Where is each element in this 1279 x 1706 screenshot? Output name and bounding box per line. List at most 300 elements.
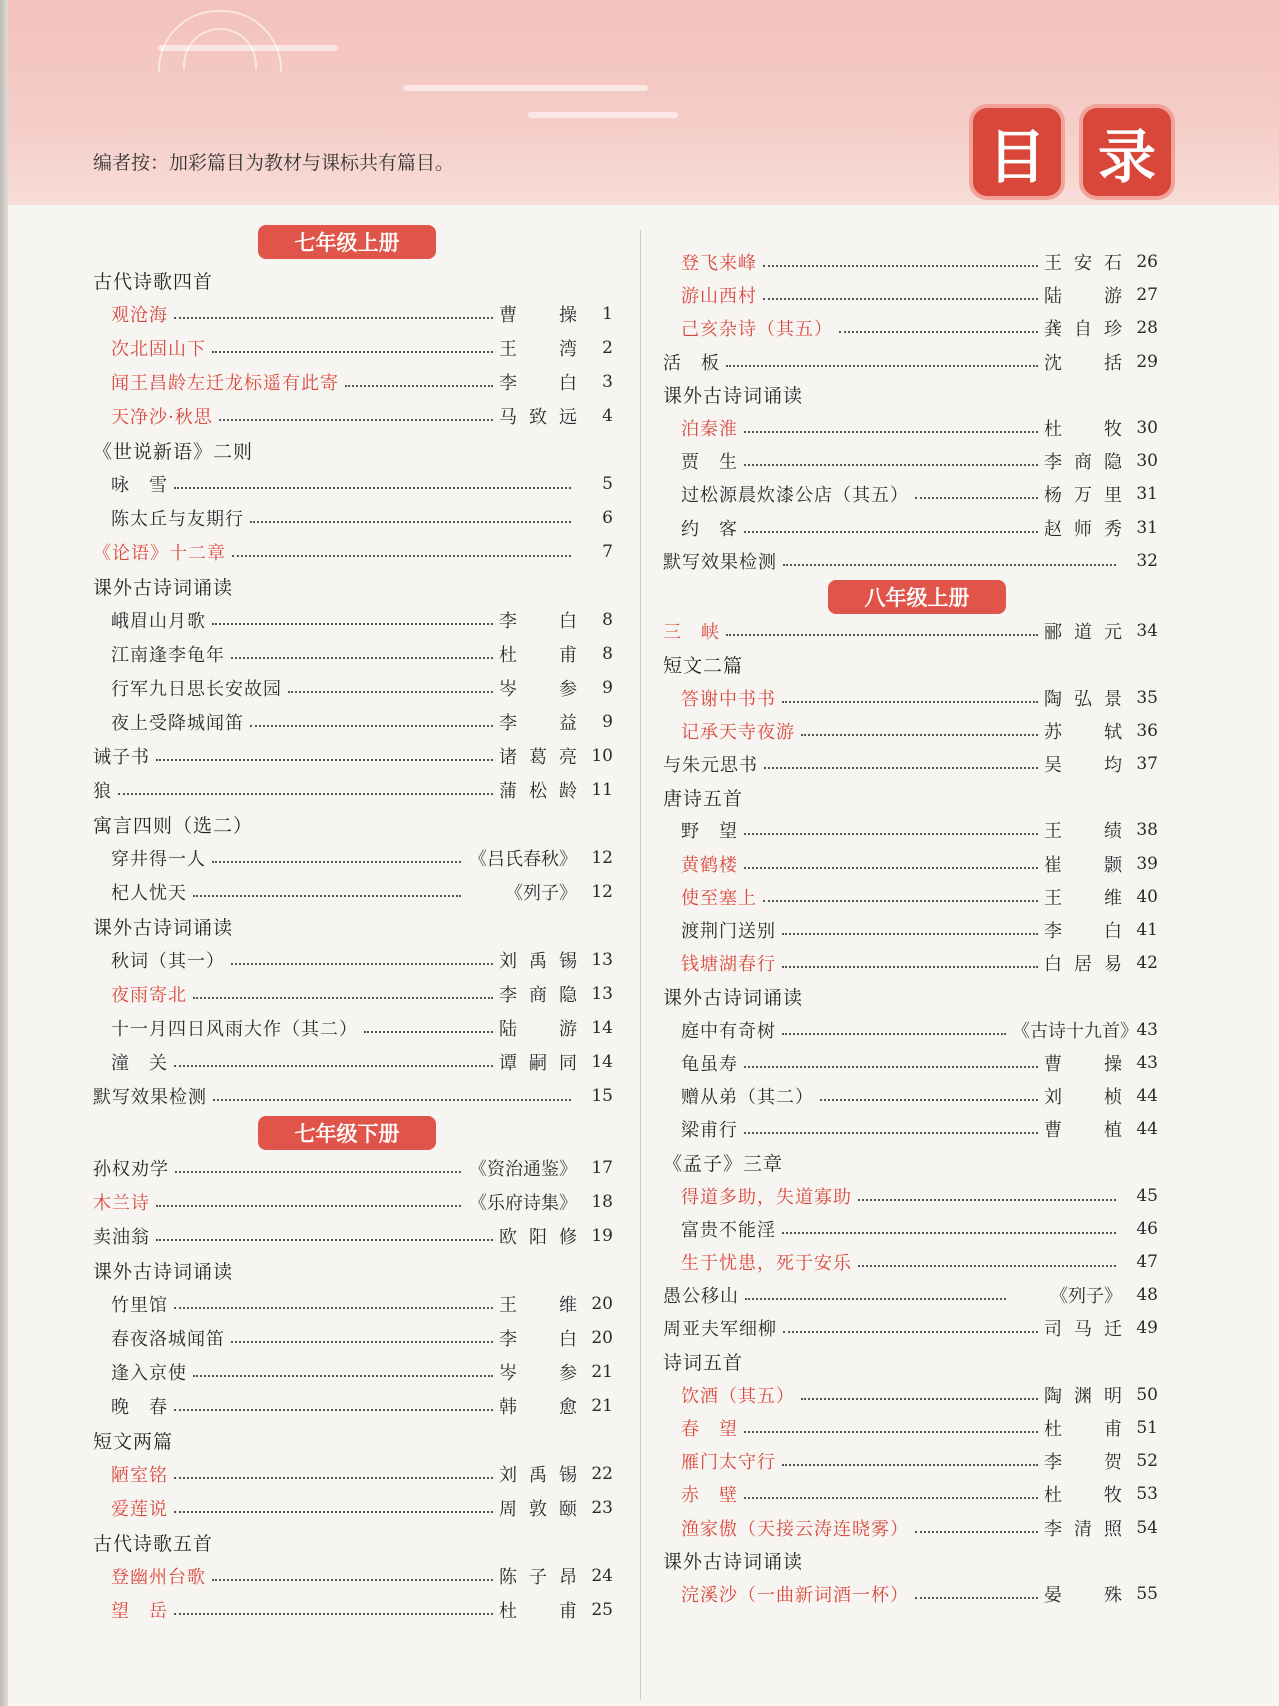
entry-page-number: 44 <box>1136 1119 1158 1140</box>
leader-dots <box>174 317 493 319</box>
leader-dots <box>212 861 461 863</box>
toc-entry[interactable] <box>663 715 1158 747</box>
toc-entry[interactable] <box>663 1512 1158 1544</box>
leader-dots <box>193 1375 493 1377</box>
entry-title: 渔家傲（天接云涛连晓雾） <box>681 1518 909 1540</box>
entry-title: 潼 关 <box>111 1053 168 1074</box>
toc-entry[interactable] <box>93 1356 613 1388</box>
entry-author: 司马迁 <box>1044 1319 1122 1341</box>
entry-page-number: 9 <box>602 712 613 732</box>
toc-entry[interactable] <box>663 615 1158 647</box>
entry-author: 诸葛亮 <box>499 747 577 768</box>
entry-page-number: 17 <box>591 1158 613 1178</box>
toc-entry[interactable] <box>93 1152 613 1184</box>
entry-title: 渡荆门送别 <box>681 921 776 942</box>
entry-author: 吴 均 <box>1044 755 1122 776</box>
toc-entry[interactable] <box>93 1046 613 1078</box>
entry-page-number: 9 <box>602 678 613 698</box>
entry-page-number: 11 <box>591 780 613 800</box>
toc-entry[interactable] <box>93 502 613 534</box>
leader-dots <box>820 1099 1038 1101</box>
entry-author: 晏 殊 <box>1044 1585 1122 1606</box>
entry-page-number: 3 <box>602 372 613 392</box>
entry-author: 韩 愈 <box>499 1397 577 1418</box>
entry-author: 李商隐 <box>1044 452 1122 474</box>
leader-dots <box>726 634 1038 636</box>
entry-author: 岑 参 <box>499 1363 577 1384</box>
leader-dots <box>915 497 1038 499</box>
entry-page-number: 22 <box>591 1464 613 1484</box>
leader-dots <box>118 793 493 795</box>
entry-title: 卖油翁 <box>93 1227 150 1248</box>
entry-author: 龚自珍 <box>1044 319 1122 341</box>
entry-title: 爱莲说 <box>111 1499 168 1520</box>
entry-title: 闻王昌龄左迁龙标遥有此寄 <box>111 373 339 394</box>
entry-page-number: 48 <box>1136 1285 1158 1306</box>
toc-section-heading[interactable] <box>93 808 613 840</box>
entry-title: 诫子书 <box>93 747 150 768</box>
entry-author: 沈 括 <box>1044 352 1122 374</box>
toc-entry[interactable] <box>93 842 613 874</box>
entry-author: 王安石 <box>1044 253 1122 274</box>
entry-page-number: 10 <box>591 746 613 766</box>
leader-dots <box>174 1307 493 1309</box>
entry-page-number: 30 <box>1136 451 1158 472</box>
entry-page-number: 12 <box>591 848 613 868</box>
entry-title: 庭中有奇树 <box>681 1020 776 1042</box>
grade-heading: 七年级下册 <box>258 1116 436 1150</box>
entry-author: 崔 颢 <box>1044 854 1122 876</box>
toc-section-heading[interactable] <box>663 379 1158 411</box>
toc-entry[interactable] <box>93 1458 613 1490</box>
entry-title: 梁甫行 <box>681 1120 738 1142</box>
toc-entry[interactable] <box>663 881 1158 913</box>
leader-dots <box>250 521 571 523</box>
entry-title: 雁门太守行 <box>681 1452 776 1474</box>
toc-entry[interactable] <box>93 774 613 806</box>
entry-title: 《论语》十二章 <box>93 543 226 564</box>
toc-section-heading[interactable] <box>93 1424 613 1456</box>
leader-dots <box>193 997 493 999</box>
toc-entry[interactable] <box>663 445 1158 477</box>
entry-title: 富贵不能淫 <box>681 1219 776 1241</box>
entry-title: 春夜洛城闻笛 <box>111 1329 225 1350</box>
entry-author: 李 益 <box>499 713 577 734</box>
entry-author: 陶渊明 <box>1044 1385 1122 1407</box>
leader-dots <box>782 1232 1116 1234</box>
entry-page-number: 13 <box>591 984 613 1004</box>
toc-section-heading[interactable] <box>93 570 613 602</box>
entry-title: 野 望 <box>681 821 738 843</box>
entry-page-number: 39 <box>1136 853 1158 874</box>
entry-title: 默写效果检测 <box>93 1087 207 1108</box>
entry-page-number: 23 <box>591 1498 613 1518</box>
entry-page-number: 31 <box>1136 517 1158 538</box>
entry-author: 王 维 <box>499 1295 577 1316</box>
toc-entry[interactable] <box>93 1560 613 1592</box>
entry-author: 《列子》 <box>505 883 577 904</box>
entry-title: 浣溪沙（一曲新词酒一杯） <box>681 1585 909 1606</box>
entry-title: 赤 壁 <box>681 1485 738 1507</box>
entry-author: 王 湾 <box>499 339 577 360</box>
toc-entry[interactable] <box>663 1113 1158 1145</box>
entry-page-number: 1 <box>602 304 613 324</box>
entry-author: 《乐府诗集》 <box>469 1193 577 1214</box>
leader-dots <box>231 963 493 965</box>
leader-dots <box>212 623 493 625</box>
entry-title: 木兰诗 <box>93 1193 150 1214</box>
toc-entry[interactable] <box>663 1246 1158 1278</box>
entry-title: 过松源晨炊漆公店（其五） <box>681 485 909 507</box>
toc-entry[interactable] <box>663 1080 1158 1112</box>
toc-entry[interactable] <box>663 346 1158 378</box>
toc-entry[interactable] <box>93 536 613 568</box>
entry-title: 与朱元思书 <box>663 755 758 776</box>
entry-page-number: 27 <box>1136 285 1158 306</box>
decor-line <box>528 112 678 118</box>
entry-page-number: 19 <box>591 1226 613 1246</box>
toc-entry[interactable] <box>663 1412 1158 1444</box>
toc-section-heading[interactable] <box>93 1254 613 1286</box>
entry-page-number: 12 <box>591 882 613 902</box>
leader-dots <box>174 1511 493 1513</box>
leader-dots <box>783 1331 1038 1333</box>
entry-title: 陋室铭 <box>111 1465 168 1486</box>
entry-author: 曹 植 <box>1044 1120 1122 1142</box>
toc-entry[interactable] <box>663 682 1158 714</box>
toc-entry[interactable] <box>663 748 1158 780</box>
toc-entry[interactable] <box>663 1478 1158 1510</box>
entry-author: 周敦颐 <box>499 1499 577 1520</box>
entry-title: 望 岳 <box>111 1601 168 1622</box>
entry-title: 黄鹤楼 <box>681 854 738 876</box>
leader-dots <box>219 419 493 421</box>
toc-entry[interactable] <box>93 740 613 772</box>
entry-page-number: 30 <box>1136 418 1158 438</box>
entry-title: 登幽州台歌 <box>111 1567 206 1588</box>
entry-author: 刘禹锡 <box>499 1465 577 1486</box>
entry-title: 约 客 <box>681 518 738 540</box>
entry-author: 《吕氏春秋》 <box>469 849 577 870</box>
entry-page-number: 31 <box>1136 484 1158 505</box>
entry-page-number: 29 <box>1136 351 1158 372</box>
leader-dots <box>174 1477 493 1479</box>
leader-dots <box>231 1341 493 1343</box>
entry-title: 逢入京使 <box>111 1363 187 1384</box>
entry-title: 龟虽寿 <box>681 1053 738 1075</box>
entry-page-number: 37 <box>1136 754 1158 774</box>
toc-section-heading[interactable] <box>93 264 613 296</box>
leader-dots <box>764 767 1038 769</box>
entry-page-number: 49 <box>1136 1318 1158 1339</box>
toc-entry[interactable] <box>663 814 1158 846</box>
toc-page <box>8 0 1279 1706</box>
entry-author: 李 白 <box>499 611 577 632</box>
leader-dots <box>915 1597 1038 1599</box>
entry-page-number: 55 <box>1136 1584 1158 1604</box>
entry-author: 王 绩 <box>1044 821 1122 843</box>
toc-section-heading[interactable] <box>663 648 1158 680</box>
entry-page-number: 32 <box>1136 550 1158 571</box>
section-title: 课外古诗词诵读 <box>663 385 804 408</box>
toc-section-heading[interactable] <box>93 434 613 466</box>
leader-dots <box>744 1431 1038 1433</box>
toc-entry[interactable] <box>663 246 1158 278</box>
toc-entry[interactable] <box>93 604 613 636</box>
entry-title: 得道多助，失道寡助 <box>681 1186 852 1208</box>
entry-title: 记承天寺夜游 <box>681 721 795 743</box>
leader-dots <box>212 351 493 353</box>
toc-entry[interactable] <box>663 848 1158 880</box>
entry-page-number: 38 <box>1136 820 1158 841</box>
entry-author: 蒲松龄 <box>499 781 577 802</box>
section-title: 课外古诗词诵读 <box>93 916 234 939</box>
toc-section-heading[interactable] <box>663 781 1158 813</box>
entry-title: 赠从弟（其二） <box>681 1087 814 1108</box>
entry-title: 泊秦淮 <box>681 419 738 440</box>
leader-dots <box>156 1205 461 1207</box>
toc-entry[interactable] <box>663 1279 1158 1311</box>
entry-page-number: 14 <box>591 1052 613 1072</box>
leader-dots <box>745 1298 1006 1300</box>
entry-page-number: 47 <box>1136 1252 1158 1272</box>
leader-dots <box>783 564 1116 566</box>
entry-title: 活 板 <box>663 352 720 374</box>
entry-title: 己亥杂诗（其五） <box>681 319 833 341</box>
section-title: 短文二篇 <box>663 654 744 677</box>
toc-entry[interactable] <box>663 947 1158 979</box>
leader-dots <box>250 725 493 727</box>
toc-entry[interactable] <box>663 1445 1158 1477</box>
leader-dots <box>156 1239 493 1241</box>
toc-entry[interactable] <box>93 638 613 670</box>
leader-dots <box>744 531 1038 533</box>
toc-entry[interactable] <box>663 1312 1158 1344</box>
leader-dots <box>744 464 1038 466</box>
entry-page-number: 8 <box>602 644 613 664</box>
entry-author: 欧阳修 <box>499 1227 577 1248</box>
entry-page-number: 41 <box>1136 920 1158 940</box>
toc-entry[interactable] <box>93 1594 613 1626</box>
section-title: 课外古诗词诵读 <box>663 1551 804 1574</box>
entry-title: 狼 <box>93 781 112 802</box>
leader-dots <box>782 933 1038 935</box>
entry-page-number: 52 <box>1136 1451 1158 1472</box>
entry-author: 杜 牧 <box>1044 1485 1122 1507</box>
toc-entry[interactable] <box>93 876 613 908</box>
section-title: 课外古诗词诵读 <box>93 576 234 599</box>
entry-author: 李 白 <box>499 1329 577 1350</box>
toc-entry[interactable] <box>93 1390 613 1422</box>
section-title: 古代诗歌四首 <box>93 270 214 293</box>
leader-dots <box>231 657 493 659</box>
entry-page-number: 45 <box>1136 1185 1158 1206</box>
entry-author: 杜 甫 <box>1044 1419 1122 1440</box>
toc-entry[interactable] <box>663 1213 1158 1245</box>
entry-page-number: 54 <box>1136 1517 1158 1538</box>
leader-dots <box>174 1065 493 1067</box>
toc-entry[interactable] <box>93 1220 613 1252</box>
entry-title: 钱塘湖春行 <box>681 954 776 976</box>
grade-heading: 八年级上册 <box>828 580 1006 614</box>
entry-author: 李商隐 <box>499 985 577 1006</box>
entry-page-number: 50 <box>1136 1384 1158 1405</box>
entry-author: 王 维 <box>1044 887 1122 909</box>
toc-entry[interactable] <box>93 944 613 976</box>
entry-author: 白居易 <box>1044 954 1122 976</box>
entry-page-number: 42 <box>1136 953 1158 974</box>
toc-section-heading[interactable] <box>663 1545 1158 1577</box>
entry-title: 江南逢李龟年 <box>111 645 225 666</box>
entry-page-number: 21 <box>591 1362 613 1382</box>
leader-dots <box>839 331 1038 333</box>
entry-title: 游山西村 <box>681 286 757 308</box>
entry-title: 饮酒（其五） <box>681 1385 795 1407</box>
entry-author: 刘 桢 <box>1044 1087 1122 1108</box>
entry-page-number: 4 <box>602 406 613 426</box>
leader-dots <box>288 691 493 693</box>
leader-dots <box>232 555 571 557</box>
entry-page-number: 20 <box>591 1328 613 1348</box>
entry-title: 默写效果检测 <box>663 551 777 573</box>
leader-dots <box>744 431 1038 433</box>
toc-entry[interactable] <box>663 412 1158 444</box>
entry-page-number: 6 <box>602 508 613 528</box>
toc-entry[interactable] <box>93 366 613 398</box>
toc-entry[interactable] <box>663 545 1158 577</box>
leader-dots <box>744 1066 1038 1068</box>
entry-author: 李 白 <box>1044 921 1122 942</box>
entry-page-number: 46 <box>1136 1218 1158 1239</box>
entry-page-number: 26 <box>1136 252 1158 272</box>
toc-entry[interactable] <box>93 298 613 330</box>
toc-entry[interactable] <box>663 1047 1158 1079</box>
toc-entry[interactable] <box>663 1014 1158 1046</box>
column-divider <box>640 230 641 1700</box>
entry-title: 三 峡 <box>663 622 720 644</box>
entry-author: 《列子》 <box>1050 1286 1122 1308</box>
entry-page-number: 40 <box>1136 886 1158 907</box>
toc-title-char: 录 <box>1083 108 1171 196</box>
leader-dots <box>915 1531 1038 1533</box>
section-title: 寓言四则（选二） <box>93 814 254 837</box>
entry-author: 李 白 <box>499 373 577 394</box>
decor-line <box>158 45 338 51</box>
entry-page-number: 7 <box>602 542 613 562</box>
entry-title: 愚公移山 <box>663 1286 739 1308</box>
entry-page-number: 20 <box>591 1294 613 1314</box>
toc-section-heading[interactable] <box>93 1526 613 1558</box>
entry-page-number: 28 <box>1136 318 1158 339</box>
leader-dots <box>744 1497 1038 1499</box>
entry-author: 杜 甫 <box>499 645 577 666</box>
toc-entry[interactable] <box>663 1578 1158 1610</box>
leader-dots <box>763 265 1038 267</box>
entry-author: 杜 甫 <box>499 1601 577 1622</box>
entry-page-number: 35 <box>1136 687 1158 708</box>
entry-title: 答谢中书书 <box>681 688 776 710</box>
toc-entry[interactable] <box>663 312 1158 344</box>
toc-entry[interactable] <box>93 332 613 364</box>
toc-entry[interactable] <box>93 706 613 738</box>
entry-page-number: 5 <box>602 474 613 494</box>
leader-dots <box>801 1398 1038 1400</box>
leader-dots <box>744 867 1038 869</box>
entry-page-number: 44 <box>1136 1086 1158 1106</box>
entry-title: 峨眉山月歌 <box>111 611 206 632</box>
entry-title: 十一月四日风雨大作（其二） <box>111 1019 358 1040</box>
toc-entry[interactable] <box>663 478 1158 510</box>
toc-section-heading[interactable] <box>663 1146 1158 1178</box>
toc-entry[interactable] <box>93 978 613 1010</box>
entry-title: 登飞来峰 <box>681 253 757 274</box>
entry-title: 孙权劝学 <box>93 1159 169 1180</box>
toc-entry[interactable] <box>93 1012 613 1044</box>
entry-author: 杜 牧 <box>1044 419 1122 440</box>
entry-title: 晚 春 <box>111 1397 168 1418</box>
toc-entry[interactable] <box>93 672 613 704</box>
entry-author: 陶弘景 <box>1044 688 1122 710</box>
entry-title: 竹里馆 <box>111 1295 168 1316</box>
entry-author: 郦道元 <box>1044 622 1122 644</box>
toc-entry[interactable] <box>663 1180 1158 1212</box>
toc-entry[interactable] <box>93 1186 613 1218</box>
entry-page-number: 43 <box>1136 1019 1158 1040</box>
toc-entry[interactable] <box>93 1492 613 1524</box>
leader-dots <box>156 759 493 761</box>
toc-section-heading[interactable] <box>93 910 613 942</box>
leader-dots <box>858 1199 1116 1201</box>
entry-page-number: 25 <box>591 1600 613 1620</box>
entry-author: 李 贺 <box>1044 1452 1122 1474</box>
entry-page-number: 24 <box>591 1566 613 1586</box>
entry-title: 行军九日思长安故园 <box>111 679 282 700</box>
toc-entry[interactable] <box>93 1288 613 1320</box>
section-title: 唐诗五首 <box>663 787 744 810</box>
toc-entry[interactable] <box>663 1379 1158 1411</box>
toc-title-char: 目 <box>973 108 1061 196</box>
leader-dots <box>193 895 461 897</box>
grade-heading: 七年级上册 <box>258 225 436 259</box>
section-title: 诗词五首 <box>663 1352 744 1375</box>
entry-title: 观沧海 <box>111 305 168 326</box>
toc-entry[interactable] <box>93 1322 613 1354</box>
toc-entry[interactable] <box>663 279 1158 311</box>
toc-entry[interactable] <box>663 512 1158 544</box>
leader-dots <box>782 966 1038 968</box>
entry-page-number: 53 <box>1136 1484 1158 1505</box>
entry-page-number: 43 <box>1136 1052 1158 1073</box>
leader-dots <box>763 298 1038 300</box>
leader-dots <box>175 1171 461 1173</box>
section-title: 古代诗歌五首 <box>93 1532 214 1555</box>
leader-dots <box>174 1409 493 1411</box>
entry-title: 穿井得一人 <box>111 849 206 870</box>
section-title: 课外古诗词诵读 <box>93 1260 234 1283</box>
toc-entry[interactable] <box>93 1080 613 1112</box>
toc-entry[interactable] <box>663 914 1158 946</box>
toc-entry[interactable] <box>93 468 613 500</box>
toc-section-heading[interactable] <box>663 1346 1158 1378</box>
leader-dots <box>782 701 1038 703</box>
leader-dots <box>174 487 571 489</box>
leader-dots <box>763 900 1038 902</box>
entry-title: 天净沙·秋思 <box>111 407 213 428</box>
toc-section-heading[interactable] <box>663 980 1158 1012</box>
entry-title: 夜上受降城闻笛 <box>111 713 244 734</box>
toc-entry[interactable] <box>93 400 613 432</box>
entry-author: 苏 轼 <box>1044 721 1122 743</box>
